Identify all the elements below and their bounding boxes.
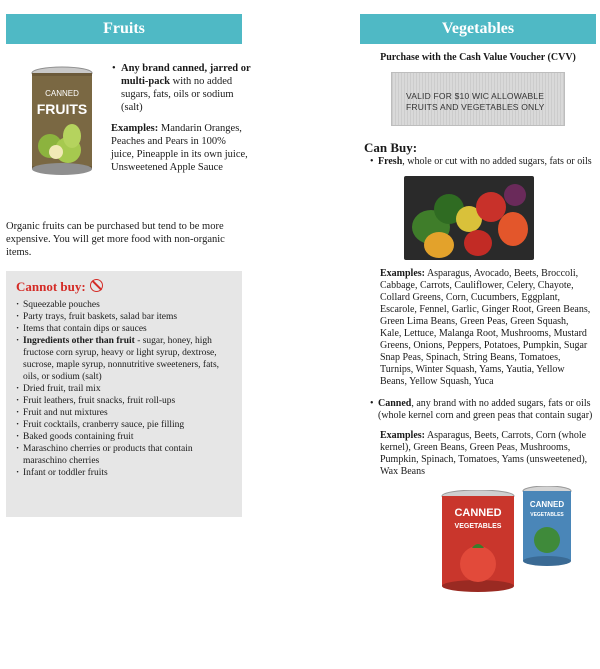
fruits-examples-text: Mandarin Oranges, Peaches and Pears in 100% juice, Pineapple in its own juice, Unsweetened Apple Sauce bbox=[111, 123, 248, 173]
canned-bold: Canned bbox=[378, 398, 412, 409]
fresh-vegetables-photo bbox=[404, 176, 534, 260]
cannot-buy-item: · Infant or toddler fruits bbox=[23, 467, 232, 479]
fruits-intro bbox=[6, 62, 251, 212]
canned-examples-last: Wax Beans bbox=[380, 466, 426, 477]
fruits-examples bbox=[111, 122, 251, 174]
fresh-bullet bbox=[360, 156, 596, 168]
cannot-buy-item: · Dried fruit, trail mix bbox=[23, 383, 232, 395]
cannot-buy-item: · Squeezable pouches bbox=[23, 299, 232, 311]
canned-vegetables-can-small bbox=[520, 486, 574, 566]
canned-examples-text: Asparagus, Beets, Carrots, Corn (whole kernel), Green Beans, Green Peas, Mushrooms, Pumpkin, Spinach, Tomatoes, Yams (unsweetened), bbox=[380, 430, 588, 465]
cannot-buy-item: · Fruit and nut mixtures bbox=[23, 407, 232, 419]
cannot-buy-title bbox=[16, 279, 232, 295]
cannot-buy-item: · Baked goods containing fruit bbox=[23, 431, 232, 443]
canned-vegetables-images bbox=[360, 486, 596, 596]
fresh-bold: Fresh bbox=[378, 156, 403, 167]
cannot-buy-list bbox=[16, 299, 232, 479]
svg-text:FRUITS: FRUITS bbox=[36, 101, 88, 117]
cannot-buy-ingredients-text: - sugar, honey, high fructose corn syrup, heavy or light syrup, dextrose, sucrose, maple syrup, nonnutritive sweeteners, fats, oils, or sodium (salt) bbox=[23, 336, 220, 382]
fruits-column bbox=[6, 0, 251, 517]
organic-note: Organic fruits can be purchased but tend to be more expensive. You will get more food with non-organic items. bbox=[6, 221, 225, 258]
fresh-examples-text: Asparagus, Avocado, Beets, Broccoli, Cabbage, Carrots, Cauliflower, Celery, Chayote, Collard Greens, Corn, Cucumbers, Eggplant, Escarole, Fennel, Garlic, Ginger Root, Green Beans, Green Lima Beans, Green Peas, Green Squash, Kale, Lettuce, Malanga Root, Mushrooms, Mustard Greens, Onions, Peppers, Potatoes, Pumpkin, Sugar Snap Peas, Spinach, String Beans, Tomatoes, Turnips, Winter Squash, Yams, Yautia, Yellow Beans, Yellow Squash, Yuca bbox=[380, 268, 591, 387]
cannot-buy-title-text: Cannot buy: bbox=[16, 279, 86, 294]
voucher-text: VALID FOR $10 WIC ALLOWABLE FRUITS AND VEGETABLES ONLY bbox=[406, 91, 545, 112]
can-buy-title: Can Buy: bbox=[364, 140, 418, 155]
cannot-buy-box bbox=[6, 271, 242, 517]
cannot-buy-item: · Party trays, fruit baskets, salad bar items bbox=[23, 311, 232, 323]
cash-value-voucher-image bbox=[391, 72, 565, 126]
cannot-buy-ingredients-bold: Ingredients other than fruit bbox=[23, 336, 135, 346]
fruits-allowed bbox=[111, 62, 251, 174]
fruits-bullet-bold: Any brand canned, jarred or multi-pack bbox=[121, 63, 251, 87]
vegetables-header: Vegetables bbox=[360, 14, 596, 44]
cannot-buy-item: · Items that contain dips or sauces bbox=[23, 323, 232, 335]
purchase-title: Purchase with the Cash Value Voucher (CVV) bbox=[380, 52, 576, 63]
canned-text: , any brand with no added sugars, fats or oils (whole kernel corn and green peas that contain sugar) bbox=[378, 398, 593, 421]
fresh-examples-label: Examples: bbox=[380, 268, 425, 279]
fruits-header: Fruits bbox=[6, 14, 242, 44]
svg-text:CANNED: CANNED bbox=[529, 500, 565, 509]
fresh-examples bbox=[380, 268, 592, 388]
cannot-buy-item: · Fruit leathers, fruit snacks, fruit roll-ups bbox=[23, 395, 232, 407]
fruits-bullet bbox=[121, 62, 251, 114]
canned-examples-label: Examples: bbox=[380, 430, 425, 441]
cannot-buy-item bbox=[23, 335, 232, 383]
prohibited-icon bbox=[90, 279, 103, 292]
canned-examples bbox=[380, 430, 592, 478]
svg-text:VEGETABLES: VEGETABLES bbox=[454, 523, 502, 530]
svg-text:CANNED: CANNED bbox=[45, 89, 79, 98]
svg-text:VEGETABLES: VEGETABLES bbox=[530, 512, 564, 518]
vegetables-column bbox=[360, 0, 596, 596]
cannot-buy-item: · Maraschino cherries or products that contain maraschino cherries bbox=[23, 443, 232, 467]
canned-bullet bbox=[360, 398, 596, 422]
canned-fruits-image bbox=[28, 66, 96, 176]
svg-text:CANNED: CANNED bbox=[454, 507, 502, 519]
cannot-buy-item: · Fruit cocktails, cranberry sauce, pie filling bbox=[23, 419, 232, 431]
canned-vegetables-can-large bbox=[438, 490, 518, 592]
fresh-text: , whole or cut with no added sugars, fats or oils bbox=[402, 156, 592, 167]
fruits-bullet-text: with no added sugars, fats, oils or sodium (salt) bbox=[121, 76, 234, 113]
fruits-examples-label: Examples: bbox=[111, 123, 159, 134]
